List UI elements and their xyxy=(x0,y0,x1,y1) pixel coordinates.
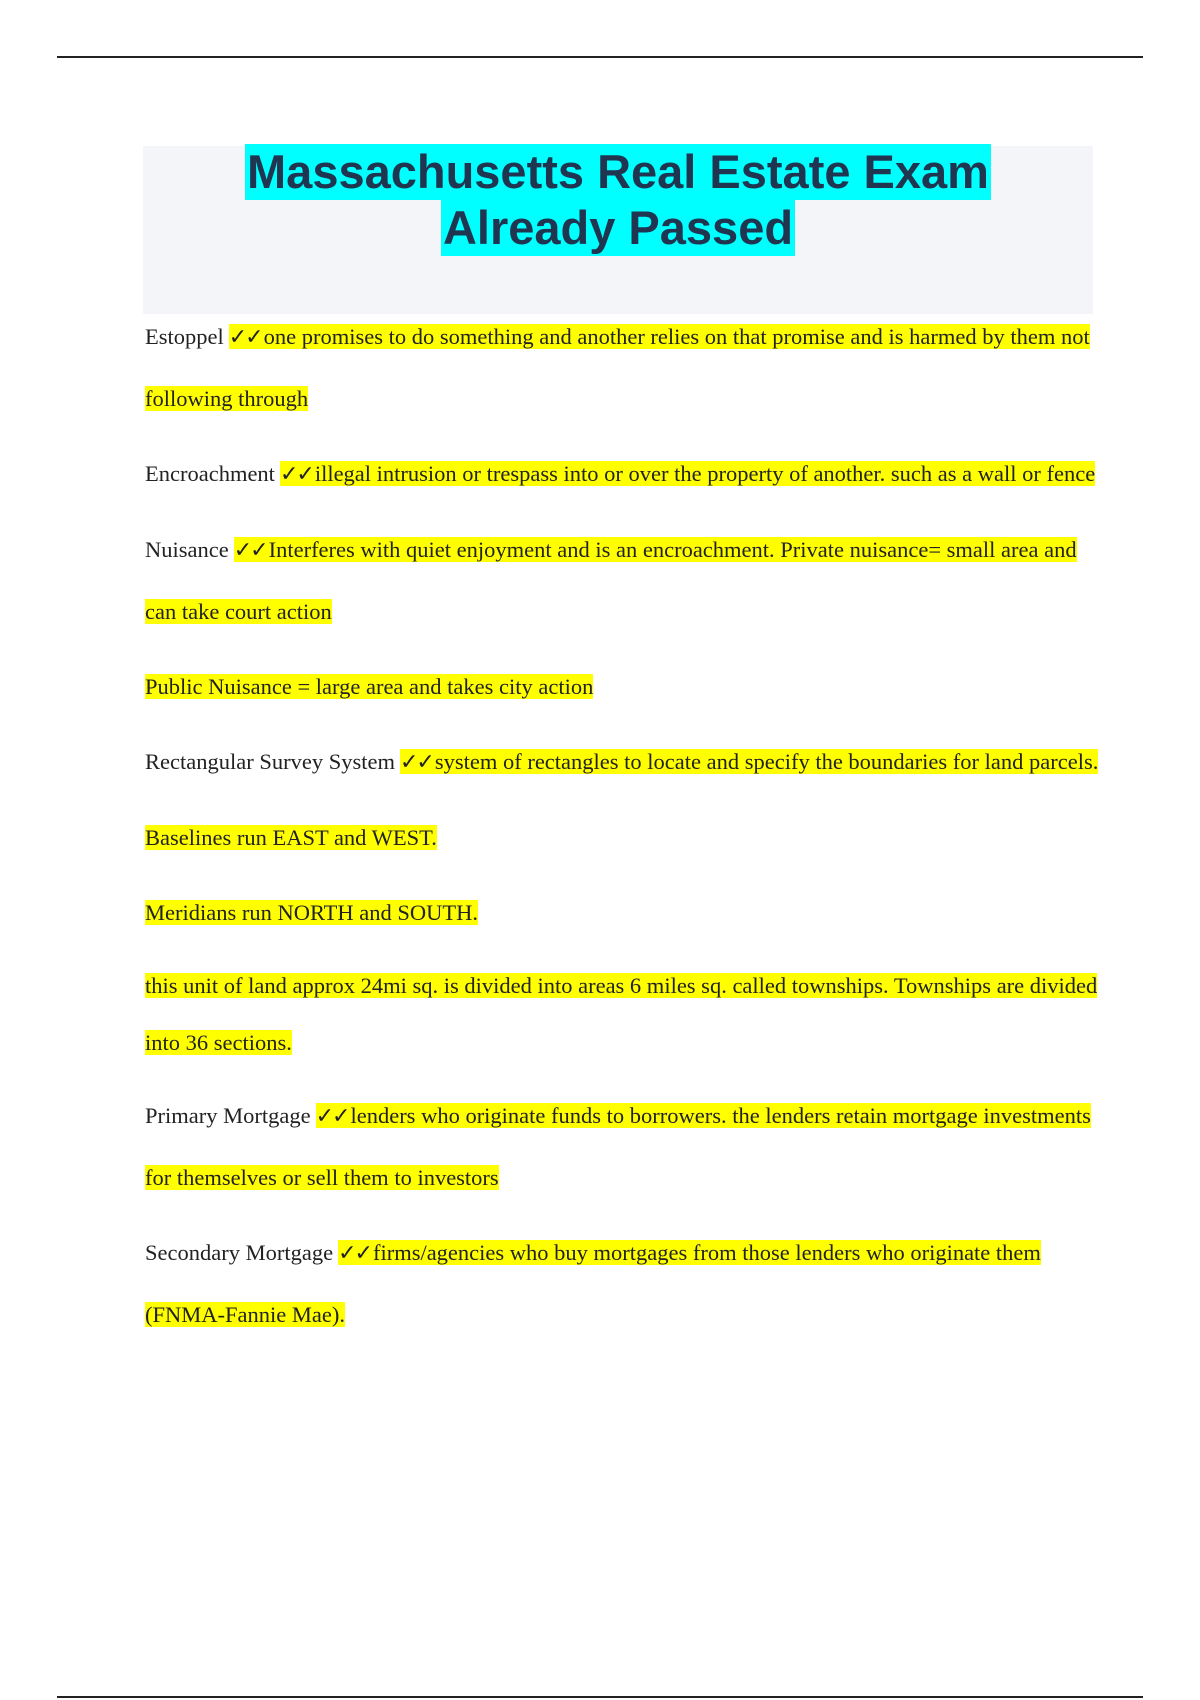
definition: illegal intrusion or trespass into or over the property of another. such as a wall or fence xyxy=(314,461,1096,486)
title-line-2: Already Passed xyxy=(442,201,794,254)
double-check-icon: ✓✓ xyxy=(279,462,313,487)
note-townships xyxy=(145,957,1100,1071)
entry-secondary-mortgage xyxy=(145,1222,1100,1345)
term: Primary Mortgage xyxy=(145,1103,311,1128)
entry-nuisance xyxy=(145,519,1100,642)
title-line-1: Massachusetts Real Estate Exam xyxy=(247,145,989,198)
definition-highlight xyxy=(145,324,1090,411)
flashcard-list xyxy=(145,306,1100,1359)
entry-primary-mortgage xyxy=(145,1085,1100,1208)
bottom-rule xyxy=(57,1696,1143,1698)
double-check-icon: ✓✓ xyxy=(315,1104,349,1129)
note-text: Public Nuisance = large area and takes city action xyxy=(145,674,594,699)
definition: firms/agencies who buy mortgages from those lenders who originate them (FNMA-Fannie Mae). xyxy=(145,1240,1041,1327)
double-check-icon: ✓✓ xyxy=(228,325,262,350)
double-check-icon: ✓✓ xyxy=(233,538,267,563)
entry-encroachment xyxy=(145,443,1100,505)
term: Rectangular Survey System xyxy=(145,749,395,774)
note-text: this unit of land approx 24mi sq. is divided into areas 6 miles sq. called townships. Townships are divided into 36 sections. xyxy=(145,973,1098,1055)
note-meridians xyxy=(145,882,1100,943)
note-public-nuisance xyxy=(145,656,1100,717)
definition-highlight xyxy=(280,461,1095,486)
definition: system of rectangles to locate and specify the boundaries for land parcels. xyxy=(434,749,1099,774)
document-title xyxy=(143,144,1093,256)
definition: one promises to do something and another relies on that promise and is harmed by them not following through xyxy=(145,324,1090,411)
term: Encroachment xyxy=(145,461,275,486)
definition: lenders who originate funds to borrowers. the lenders retain mortgage investments for themselves or sell them to investors xyxy=(145,1103,1091,1190)
entry-estoppel xyxy=(145,306,1100,429)
definition-highlight xyxy=(145,537,1077,624)
note-text: Baselines run EAST and WEST. xyxy=(145,825,437,850)
note-text: Meridians run NORTH and SOUTH. xyxy=(145,900,478,925)
note-baselines xyxy=(145,807,1100,868)
term: Nuisance xyxy=(145,537,229,562)
entry-rectangular-survey-system xyxy=(145,731,1100,793)
double-check-icon: ✓✓ xyxy=(338,1241,371,1266)
definition-highlight xyxy=(400,749,1098,774)
top-rule xyxy=(57,56,1143,58)
term: Estoppel xyxy=(145,324,224,349)
term: Secondary Mortgage xyxy=(145,1240,334,1265)
double-check-icon: ✓✓ xyxy=(399,750,433,775)
definition: Interferes with quiet enjoyment and is an encroachment. Private nuisance= small area and can take court action xyxy=(145,537,1077,624)
